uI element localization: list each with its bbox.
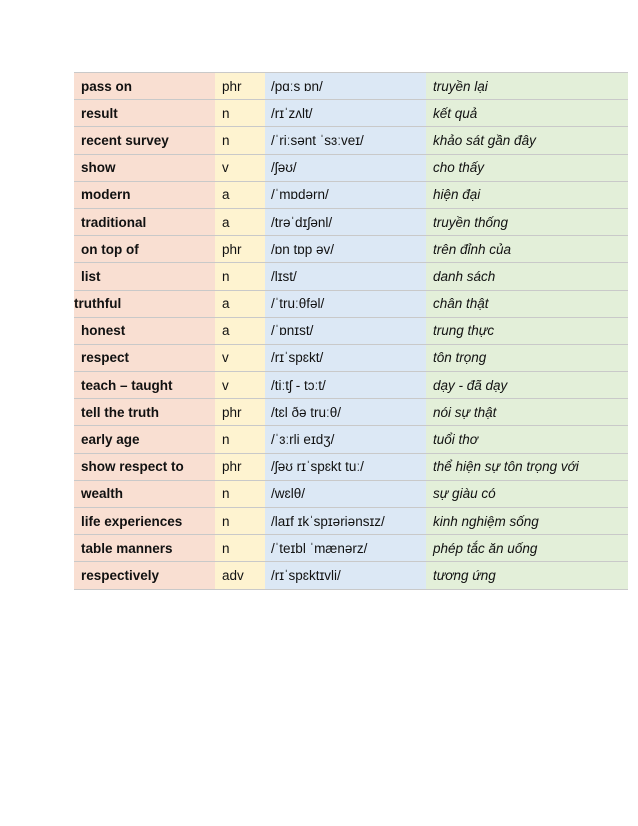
part-of-speech-cell: a: [215, 181, 265, 208]
vocabulary-table: [74, 72, 628, 590]
meaning-cell: thể hiện sự tôn trọng với: [426, 453, 628, 480]
pronunciation-cell: /ɒn tɒp əv/: [265, 236, 426, 263]
part-of-speech-cell: n: [215, 508, 265, 535]
table-row: [74, 562, 628, 589]
meaning-cell: danh sách: [426, 263, 628, 290]
table-row: [74, 426, 628, 453]
meaning-cell: tuổi thơ: [426, 426, 628, 453]
pronunciation-cell: /lɪst/: [265, 263, 426, 290]
table-row: [74, 181, 628, 208]
pronunciation-cell: /ˈtruːθfəl/: [265, 290, 426, 317]
meaning-cell: truyền lại: [426, 73, 628, 100]
table-row: [74, 73, 628, 100]
meaning-cell: tôn trọng: [426, 344, 628, 371]
part-of-speech-cell: n: [215, 127, 265, 154]
word-cell: tell the truth: [74, 399, 215, 426]
meaning-cell: tương ứng: [426, 562, 628, 589]
pronunciation-cell: /tiːtʃ - tɔːt/: [265, 372, 426, 399]
meaning-cell: hiện đại: [426, 181, 628, 208]
word-cell: truthful: [74, 290, 215, 317]
part-of-speech-cell: phr: [215, 73, 265, 100]
part-of-speech-cell: a: [215, 317, 265, 344]
pronunciation-cell: /ˈɒnɪst/: [265, 317, 426, 344]
part-of-speech-cell: adv: [215, 562, 265, 589]
pronunciation-cell: /ʃəʊ/: [265, 154, 426, 181]
part-of-speech-cell: n: [215, 426, 265, 453]
meaning-cell: truyền thống: [426, 208, 628, 235]
word-cell: respect: [74, 344, 215, 371]
part-of-speech-cell: phr: [215, 453, 265, 480]
part-of-speech-cell: n: [215, 480, 265, 507]
part-of-speech-cell: a: [215, 208, 265, 235]
table-row: [74, 317, 628, 344]
pronunciation-cell: /rɪˈzʌlt/: [265, 100, 426, 127]
table-row: [74, 236, 628, 263]
table-row: [74, 208, 628, 235]
word-cell: show respect to: [74, 453, 215, 480]
word-cell: result: [74, 100, 215, 127]
meaning-cell: trung thực: [426, 317, 628, 344]
part-of-speech-cell: n: [215, 100, 265, 127]
word-cell: on top of: [74, 236, 215, 263]
pronunciation-cell: /ˈɜːrli eɪdʒ/: [265, 426, 426, 453]
meaning-cell: khảo sát gần đây: [426, 127, 628, 154]
table-row: [74, 508, 628, 535]
word-cell: early age: [74, 426, 215, 453]
meaning-cell: nói sự thật: [426, 399, 628, 426]
part-of-speech-cell: v: [215, 344, 265, 371]
pronunciation-cell: /ˈteɪbl ˈmænərz/: [265, 535, 426, 562]
pronunciation-cell: /pɑːs ɒn/: [265, 73, 426, 100]
pronunciation-cell: /trəˈdɪʃənl/: [265, 208, 426, 235]
word-cell: wealth: [74, 480, 215, 507]
table-row: [74, 399, 628, 426]
table-row: [74, 154, 628, 181]
meaning-cell: kinh nghiệm sống: [426, 508, 628, 535]
vocabulary-table-body: [74, 73, 628, 590]
word-cell: respectively: [74, 562, 215, 589]
pronunciation-cell: /rɪˈspɛkt/: [265, 344, 426, 371]
meaning-cell: trên đỉnh của: [426, 236, 628, 263]
word-cell: list: [74, 263, 215, 290]
word-cell: traditional: [74, 208, 215, 235]
pronunciation-cell: /wɛlθ/: [265, 480, 426, 507]
word-cell: teach – taught: [74, 372, 215, 399]
pronunciation-cell: /ˈmɒdərn/: [265, 181, 426, 208]
part-of-speech-cell: v: [215, 372, 265, 399]
word-cell: table manners: [74, 535, 215, 562]
pronunciation-cell: /ˈriːsənt ˈsɜːveɪ/: [265, 127, 426, 154]
table-row: [74, 453, 628, 480]
word-cell: honest: [74, 317, 215, 344]
meaning-cell: chân thật: [426, 290, 628, 317]
part-of-speech-cell: phr: [215, 399, 265, 426]
meaning-cell: phép tắc ăn uống: [426, 535, 628, 562]
part-of-speech-cell: phr: [215, 236, 265, 263]
word-cell: modern: [74, 181, 215, 208]
table-row: [74, 290, 628, 317]
part-of-speech-cell: n: [215, 263, 265, 290]
part-of-speech-cell: v: [215, 154, 265, 181]
meaning-cell: kết quả: [426, 100, 628, 127]
table-row: [74, 100, 628, 127]
table-row: [74, 344, 628, 371]
pronunciation-cell: /rɪˈspɛktɪvli/: [265, 562, 426, 589]
meaning-cell: cho thấy: [426, 154, 628, 181]
meaning-cell: sự giàu có: [426, 480, 628, 507]
table-row: [74, 372, 628, 399]
pronunciation-cell: /tɛl ðə truːθ/: [265, 399, 426, 426]
word-cell: show: [74, 154, 215, 181]
table-row: [74, 127, 628, 154]
table-row: [74, 263, 628, 290]
meaning-cell: dạy - đã dạy: [426, 372, 628, 399]
word-cell: life experiences: [74, 508, 215, 535]
table-row: [74, 535, 628, 562]
word-cell: recent survey: [74, 127, 215, 154]
table-row: [74, 480, 628, 507]
pronunciation-cell: /laɪf ɪkˈspɪəriənsɪz/: [265, 508, 426, 535]
pronunciation-cell: /ʃəʊ rɪˈspɛkt tuː/: [265, 453, 426, 480]
part-of-speech-cell: n: [215, 535, 265, 562]
word-cell: pass on: [74, 73, 215, 100]
part-of-speech-cell: a: [215, 290, 265, 317]
